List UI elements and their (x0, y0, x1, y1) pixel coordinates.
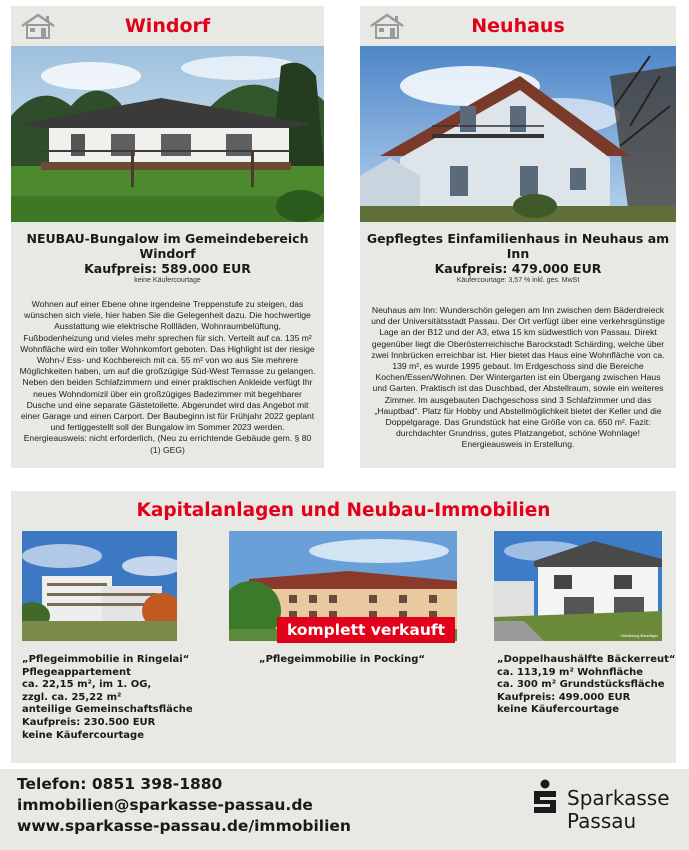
investment-section (11, 491, 676, 763)
investment-item-baeckerreut (497, 654, 675, 717)
contact-block (17, 774, 351, 837)
website-link[interactable]: www.sparkasse-passau.de/immobilien (17, 817, 351, 835)
card-header (360, 6, 676, 46)
sparkasse-logo-icon (530, 779, 560, 815)
brand-line-1: Sparkasse (567, 786, 670, 810)
item-line: Kaufpreis: 230.500 EUR (22, 716, 156, 728)
item-line: keine Käufercourtage (497, 704, 619, 716)
item-line: ca. 300 m² Grundstücksfläche (497, 679, 665, 691)
item-line: keine Käufercourtage (22, 729, 144, 741)
sold-badge: komplett verkauft (277, 617, 455, 643)
item-line: anteilige Gemeinschaftsfläche (22, 704, 193, 716)
section-title: Kapitalanlagen und Neubau-Immobilien (136, 500, 551, 521)
email-link[interactable]: immobilien@sparkasse-passau.de (17, 796, 313, 814)
item-line: Pflegeappartement (22, 666, 131, 678)
item-line: ca. 22,15 m², im 1. OG, (22, 679, 152, 691)
commission-note: Käufercourtage: 3,57 % inkl. ges. MwSt (456, 277, 580, 284)
investment-item-ringelai (22, 654, 193, 742)
item-line: ca. 113,19 m² Wohnfläche (497, 666, 644, 678)
item-line: Kaufpreis: 499.000 EUR (497, 691, 631, 703)
listing-card-windorf (11, 6, 324, 468)
bungalow-photo (11, 46, 324, 222)
care-home-ringelai-photo (22, 531, 177, 641)
item-line: „Pflegeimmobilie in Pocking“ (259, 654, 425, 665)
phone-number: Telefon: 0851 398-1880 (17, 775, 223, 793)
property-heading: NEUBAU-Bungalow im Gemeindebereich Windorf (26, 231, 309, 261)
card-title: Windorf (124, 15, 211, 37)
card-header (11, 6, 324, 46)
card-title: Neuhaus (471, 15, 565, 37)
item-line: zzgl. ca. 25,22 m² (22, 691, 122, 703)
commission-note: keine Käufercourtage (134, 277, 201, 284)
contact-footer (0, 769, 689, 850)
brand-line-2: Passau (567, 809, 637, 833)
investment-item-pocking (259, 654, 425, 667)
semi-detached-house-photo (494, 531, 662, 641)
semi-detached-photo-wrap (494, 531, 662, 641)
property-heading: Gepflegtes Einfamilienhaus in Neuhaus am Inn (366, 231, 670, 261)
sparkasse-brand (530, 775, 680, 841)
photo-caption: *Abbildung Bauträger (619, 633, 658, 638)
family-house-photo (360, 46, 676, 222)
item-line: „Pflegeimmobilie in Ringelai“ (22, 654, 190, 665)
listing-card-neuhaus (360, 6, 676, 468)
item-line: „Doppelhaushälfte Bäckerreut“ (497, 654, 676, 665)
property-price: Kaufpreis: 589.000 EUR (84, 261, 251, 276)
property-description: Wohnen auf einer Ebene ohne irgendeine Treppenstufe zu steigen, das wünschen sich viele, hier haben Sie die Gelegenheit dazu. Die hochwertige Ausstattung wie elektrische Rollläden, Wohnraumbelüftung, Fußbodenheizung und vieles mehr sprechen für sich. Verteilt auf ca. 135 m² Wohnfläche wird ein toller Wohnkomfort geboten. Das Highlight ist der riesige Wohn-/ Ess- und Kochbereich mit ca. 55 m² von wo aus Sie mehrere Möglichkeiten haben, um auf die großzügige Süd-West Terrasse zu gelangen. Neben den beiden Schlafzimmern und einer praktischen Ankleide verfügt Ihr neues Wohndomizil über ein großzügiges Badezimmer mit begehbarer Dusche und eine separate Gästetoilette. Abgerundet wird das Angebot mit einer Garage und einen Carport. Der Baubeginn ist für Frühjahr 2022 geplant und fertiggestellt soll der Bungalow im Sommer 2023 werden. Energieausweis: nicht erforderlich, (Neu zu errichtende Gebäude gem. § 80 (1) GEG) (19, 299, 316, 455)
property-price: Kaufpreis: 479.000 EUR (434, 261, 602, 276)
brand-name (567, 787, 670, 833)
property-description: Neuhaus am Inn: Wunderschön gelegen am Inn zwischen dem Bäderdreieck und der Universitätsstadt Passau. Der Ort verfügt über eine verkehrsgünstige Lage an der B12 und der A3, etwa 15 km südwestlich von Passau. Direkt gegenüber liegt die Oberösterreichische Barockstadt Schärding, welche über zwei Innbrücken erreichbar ist. Hier bietet das Haus eine Wohnfläche von ca. 139 m², es wurde 1995 gebaut. Im Erdgeschoss sind die Bereiche Kochen/Essen/Wohnen. Der Wintergarten ist ein Übergang zwischen Haus und Garten. Praktisch ist das Duschbad, der Abstellraum, sowie ein weiteres Zimmer. Im ausgebauten Dachgeschoss sind 3 Schlafzimmer und das „Hauptbad“. Platz für Hobby und Abstellmöglichkeit bietet der Keller und die Doppelgarage. Das Grundstück hat eine Größe von ca. 650 m². Fazit: durchdachter Grundriss, gutes Platzangebot, schöne Wohnlage! Energieausweis in Erstellung. (371, 305, 665, 450)
